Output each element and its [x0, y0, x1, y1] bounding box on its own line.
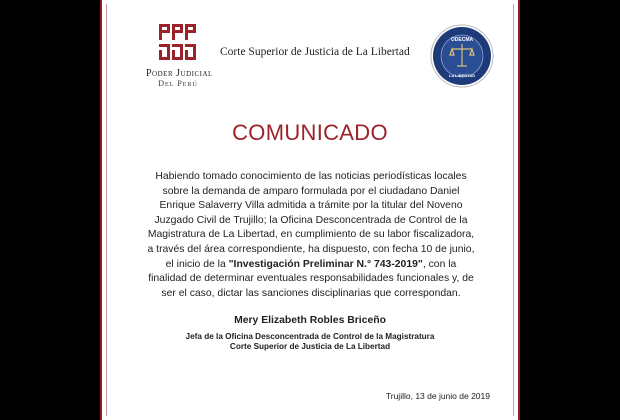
signer-role: Jefa de la Oficina Desconcentrada de Control de la Magistratura: [185, 332, 435, 341]
poder-judicial-logo: [146, 22, 213, 89]
signer-organization: Corte Superior de Justicia de La Libertad: [229, 342, 391, 351]
investigation-reference: "Investigación Preliminar N.° 743-2019": [228, 258, 423, 270]
body-part-1: Habiendo tomado conocimiento de las noticias periodísticas locales sobre la demanda de amparo formulada por el ciudadano Daniel Enrique Salaverry Villa admitida a trámite por la titular del Noveno Juzgado Civil de Trujillo; la Oficina Desconcentrada de Control de la Magistratura de La Libertad, en cumplimiento de su labor fiscalizadora, a través del área correspondiente, ha dispuesto, con fecha 10 de junio, el inicio de la: [147, 171, 475, 270]
signer-name: Mery Elizabeth Robles Briceño: [234, 315, 386, 326]
seal-top-text: ODECMA: [450, 37, 474, 43]
issue-date: Trujillo, 13 de junio de 2019: [385, 391, 490, 401]
institution-sub: Del Perú: [158, 79, 198, 88]
poder-judicial-logo-icon: [157, 22, 199, 64]
court-name: Corte Superior de Justicia de La Libertad: [220, 46, 410, 58]
body-part-2: , con la finalidad de determinar eventuales responsabilidades funcionales y, de ser el caso, dictar las sanciones disciplinarias que correspondan.: [148, 258, 474, 299]
page-title: COMUNICADO: [232, 120, 388, 145]
institution-name: Poder Judicial: [146, 68, 213, 79]
odecma-seal-icon: [430, 24, 494, 88]
communique-sheet: [100, 0, 520, 420]
communique-body: [146, 170, 476, 301]
seal-bottom-text: LA LIBERTAD: [448, 73, 476, 78]
